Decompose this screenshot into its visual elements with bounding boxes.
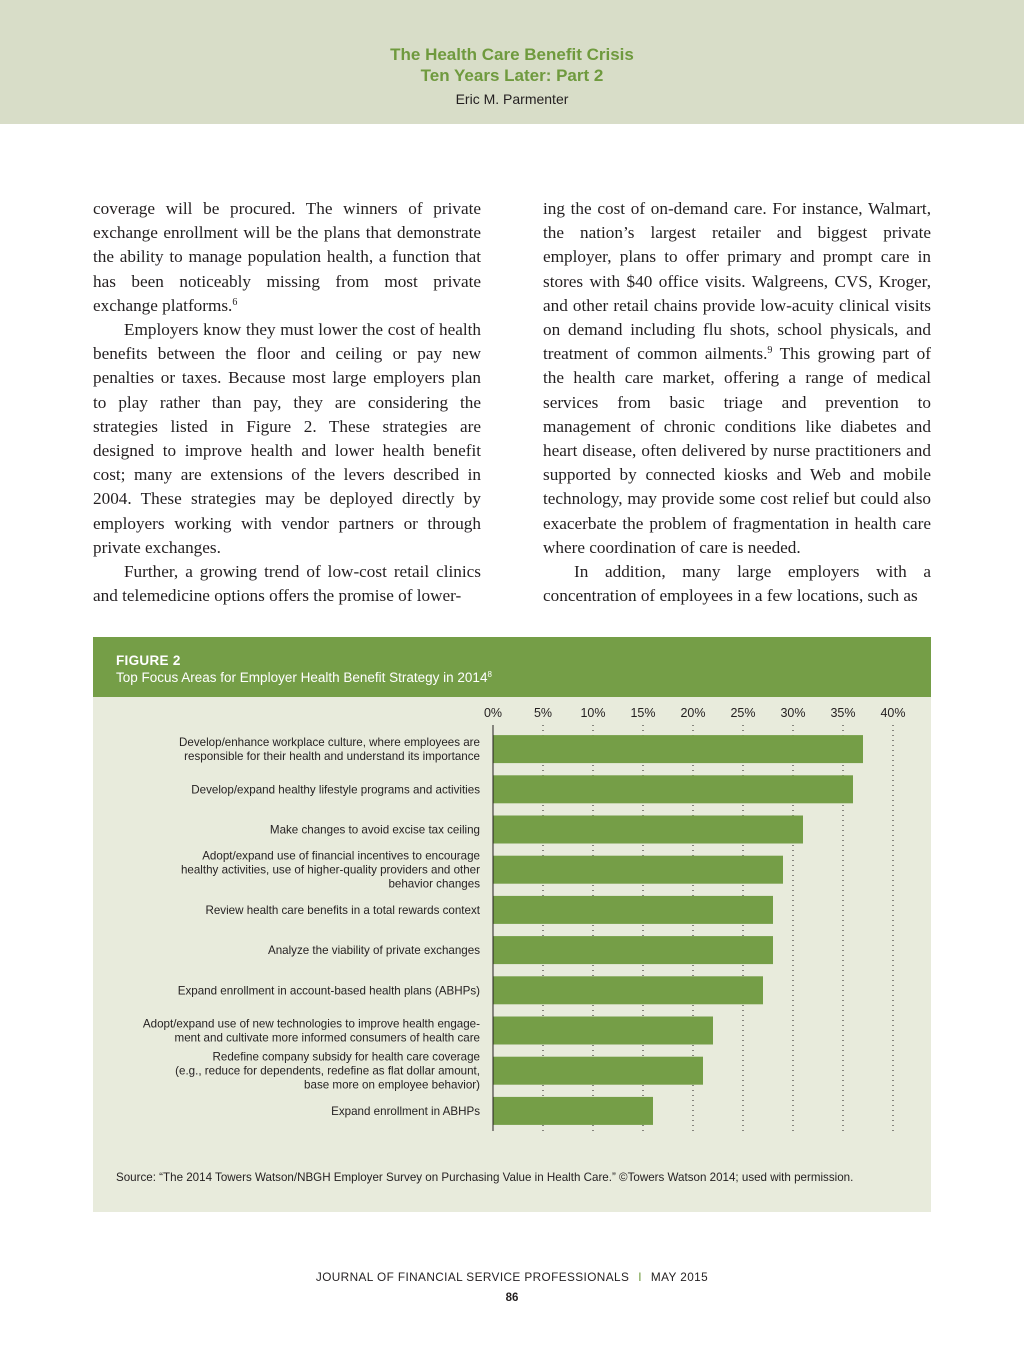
paragraph: ing the cost of on-demand care. For instance, Walmart, the nation’s largest retailer and biggest private employer, plans to offer primary and prompt care in stores with $40 office visits. Walgreens, CVS, Kroger, and other retail chains provide low-acuity clinical visits on demand including flu shots, school physicals, and treatment of common ailments.$^9$ This growing part of the health care market, offering a range of medical services from basic triage and prevention to management of chronic conditions like diabetes and heart disease, often delivered by nurse practitioners and supported by connected kiosks and Web and mobile technology, may provide some cost relief but could also exacerbate the problem of fragmentation in health care where coordination of care is needed. — [543, 199, 931, 557]
footnote-ref: 6 — [232, 296, 238, 308]
x-tick-label: 30% — [780, 706, 806, 720]
bar — [493, 976, 763, 1004]
category-label: base more on employee behavior) — [304, 1078, 480, 1092]
category-label: ment and cultivate more informed consumers of health care — [174, 1031, 480, 1045]
bar — [493, 1097, 653, 1125]
category-label: Develop/enhance workplace culture, where employees are — [179, 736, 480, 750]
figure-number: FIGURE 2 — [116, 653, 181, 668]
bar — [493, 1017, 713, 1045]
x-tick-label: 25% — [730, 706, 756, 720]
category-label: (e.g., reduce for dependents, redefine as flat dollar amount, — [175, 1064, 480, 1078]
x-tick-label: 35% — [830, 706, 856, 720]
category-label: Expand enrollment in ABHPs — [331, 1104, 480, 1118]
x-tick-label: 40% — [880, 706, 906, 720]
paragraph: In addition, many large employers with a concentration of employees in a few locations, such as — [543, 562, 931, 606]
bar-chart — [93, 697, 931, 1167]
category-label: Expand enrollment in account-based health plans (ABHPs) — [177, 984, 480, 998]
x-tick-label: 20% — [680, 706, 706, 720]
figure-2 — [93, 637, 931, 1212]
footnote-ref: 8 — [487, 670, 492, 679]
body-column-left — [93, 197, 481, 608]
x-tick-label: 5% — [533, 706, 553, 720]
category-label: Analyze the viability of private exchanges — [267, 944, 480, 958]
bar — [493, 936, 773, 964]
bar — [493, 816, 803, 844]
category-label: Redefine company subsidy for health care coverage — [212, 1050, 480, 1064]
footnote-ref: 9 — [767, 345, 773, 357]
bar — [493, 1057, 703, 1085]
category-label: Develop/expand healthy lifestyle programs and activities — [191, 783, 480, 797]
paragraph: Further, a growing trend of low-cost retail clinics and telemedicine options offers the promise of lower- — [93, 562, 481, 606]
category-label: healthy activities, use of higher-quality providers and other — [180, 863, 480, 877]
x-tick-label: 0% — [483, 706, 503, 720]
footer-separator: I — [638, 1270, 642, 1284]
page-number: 86 — [505, 1292, 519, 1304]
paragraph: coverage will be procured. The winners of private exchange enrollment will be the plans that demonstrate the ability to manage population health, a function that has been noticeably missing from most private exchange platforms.$^6$ — [93, 199, 481, 315]
category-label: responsible for their health and understand its importance — [184, 750, 480, 764]
paragraph: Employers know they must lower the cost of health benefits between the floor and ceiling or pay new penalties or taxes. Because most large employers plan to play rather than pay, they are considering the strategies listed in Figure 2. These strategies are designed to improve health and lower health benefit cost; many are extensions of the levers described in 2004. These strategies may be deployed directly by employers working with vendor partners or through private exchanges. — [93, 320, 481, 557]
figure-header — [93, 637, 931, 697]
x-tick-label: 15% — [630, 706, 656, 720]
article-title-line2: Ten Years Later: Part 2 — [420, 66, 604, 85]
journal-name: JOURNAL OF FINANCIAL SERVICE PROFESSIONALS — [315, 1270, 630, 1284]
x-tick-label: 10% — [580, 706, 606, 720]
footer — [0, 1270, 1024, 1284]
author-name: Eric M. Parmenter — [455, 91, 569, 107]
body-column-right — [543, 197, 931, 608]
category-label: Review health care benefits in a total rewards context — [205, 903, 480, 917]
category-label: Adopt/expand use of financial incentives to encourage — [202, 849, 480, 863]
bar — [493, 735, 863, 763]
issue-date: MAY 2015 — [650, 1270, 709, 1284]
figure-title: Top Focus Areas for Employer Health Benefit Strategy in 2014$^8$ — [116, 670, 492, 685]
bar — [493, 896, 773, 924]
bar — [493, 775, 853, 803]
category-label: behavior changes — [388, 877, 480, 891]
figure-source: Source: “The 2014 Towers Watson/NBGH Employer Survey on Purchasing Value in Health Care.” ©Towers Watson 2014; used with permission. — [116, 1171, 854, 1184]
running-header — [0, 0, 1024, 124]
article-title-line1: The Health Care Benefit Crisis — [390, 45, 634, 64]
category-label: Adopt/expand use of new technologies to improve health engage- — [142, 1017, 480, 1031]
category-label: Make changes to avoid excise tax ceiling — [269, 823, 480, 837]
bar — [493, 856, 783, 884]
